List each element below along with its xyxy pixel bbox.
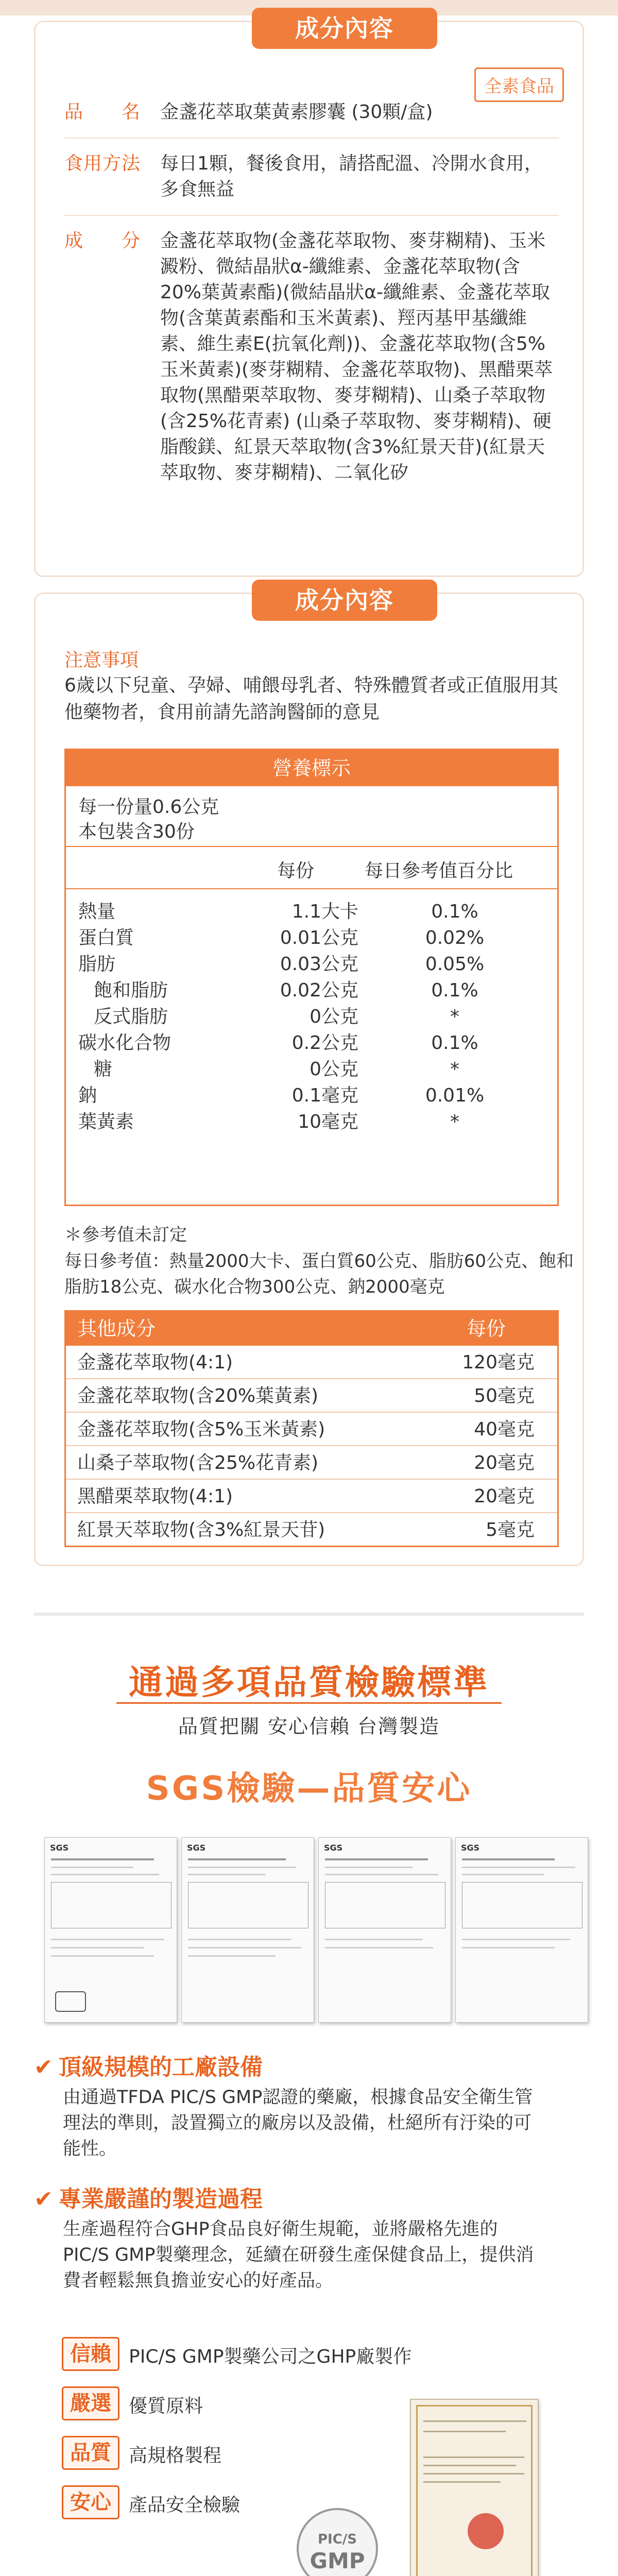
sgs-logo: SGS — [187, 1843, 206, 1853]
gmp-seal-top: PIC/S — [317, 2532, 357, 2547]
nutrient-name: 反式脂肪 — [94, 1006, 168, 1027]
ingredient-amount: 5毫克 — [486, 1519, 535, 1540]
section-title-process — [34, 2180, 263, 2213]
nutrition-row — [66, 1004, 557, 1030]
spec-row-name — [64, 99, 559, 125]
nutrient-dv: * — [450, 1111, 459, 1132]
check-icon: ✔ — [34, 2186, 53, 2212]
nutrient-dv: 0.02% — [425, 927, 485, 948]
ingredient-name: 金盞花萃取物(含5%玉米黃素) — [77, 1419, 325, 1440]
text-line — [462, 1947, 555, 1948]
spec-label: 成 分 — [64, 230, 141, 251]
sgs-report-image — [318, 1837, 451, 2023]
report-table — [462, 1882, 582, 1928]
ingredient-name: 金盞花萃取物(4:1) — [77, 1352, 233, 1373]
text-line — [325, 1874, 438, 1875]
text-line — [462, 1939, 570, 1940]
quality-headline: 通過多項品質檢驗標準 — [129, 1663, 489, 1702]
feature-badge: 品質 — [62, 2436, 119, 2470]
feature-badge: 信賴 — [62, 2337, 119, 2371]
nutrient-dv: 0.05% — [425, 954, 485, 975]
nutrient-name: 鈉 — [78, 1085, 97, 1106]
nutrient-dv: 0.01% — [425, 1085, 485, 1106]
nutrient-dv: * — [450, 1059, 459, 1080]
nutrient-dv: 0.1% — [431, 1032, 478, 1054]
section-title-text: 專業嚴謹的製造過程 — [59, 2186, 263, 2212]
section-separator — [34, 1613, 584, 1616]
gmp-seal-icon — [297, 2508, 378, 2576]
spec-row-usage — [64, 151, 559, 202]
column-header-dv: 每日參考值百分比 — [365, 860, 513, 882]
ingredient-name: 山桑子萃取物(含25%花青素) — [77, 1452, 319, 1473]
nutrition-row — [66, 977, 557, 1004]
card-tab-title: 成分內容 — [252, 8, 437, 49]
nutrition-facts-table — [64, 749, 559, 1206]
section-title-text: 頂級規模的工廠設備 — [59, 2054, 263, 2080]
nutrient-name: 蛋白質 — [78, 927, 134, 948]
text-line — [188, 1867, 296, 1868]
text-line — [188, 1955, 276, 1957]
nutrition-title: 營養標示 — [66, 750, 557, 786]
ingredient-name: 黑醋栗萃取物(4:1) — [77, 1486, 233, 1507]
footnote-daily-reference: 每日參考值：熱量2000大卡、蛋白質60公克、脂肪60公克、飽和脂肪18公克、碳水化合物300公克、鈉2000毫克 — [64, 1251, 574, 1297]
nutrient-name: 葉黃素 — [78, 1111, 134, 1132]
text-line — [51, 1947, 144, 1948]
nutrition-row — [66, 899, 557, 925]
sgs-logo: SGS — [50, 1843, 69, 1853]
report-table — [51, 1882, 171, 1928]
nutrition-row — [66, 925, 557, 951]
spec-label: 食用方法 — [64, 153, 141, 174]
nutrient-amount: 0公克 — [310, 1059, 358, 1080]
nutrition-row — [66, 1056, 557, 1082]
text-line — [51, 1939, 164, 1940]
gmp-certificate-image — [410, 2399, 539, 2576]
text-line — [462, 1867, 575, 1868]
product-spec-card — [34, 14, 584, 577]
ingredient-name: 金盞花萃取物(含20%葉黃素) — [77, 1385, 319, 1406]
text-line — [51, 1867, 133, 1868]
nutrient-amount: 0.2公克 — [291, 1032, 358, 1054]
check-icon: ✔ — [34, 2054, 53, 2080]
feature-badge: 安心 — [62, 2485, 119, 2519]
other-ingredients-header — [66, 1312, 557, 1346]
nutrition-row — [66, 951, 557, 977]
serving-size: 每一份量0.6公克 — [78, 796, 219, 818]
text-line — [188, 1947, 301, 1948]
feature-text: 優質原料 — [129, 2396, 203, 2417]
section-title-facility — [34, 2048, 263, 2081]
sgs-title: SGS檢驗—品質安心 — [146, 1770, 472, 1808]
nutrition-row — [66, 1082, 557, 1109]
column-header-name: 其他成分 — [77, 1317, 156, 1340]
headline-underline — [116, 1702, 502, 1704]
report-table — [188, 1882, 308, 1928]
text-line — [325, 1939, 423, 1940]
sgs-logo: SGS — [461, 1843, 480, 1853]
nutrition-card — [34, 586, 584, 1566]
spec-value: 金盞花萃取葉黃素膠囊 (30顆/盒) — [160, 101, 433, 123]
feature-text: PIC/S GMP製藥公司之GHP廠製作 — [129, 2346, 412, 2367]
nutrient-dv: 0.1% — [431, 901, 478, 922]
ingredient-row — [66, 1379, 557, 1413]
text-line — [51, 1874, 159, 1875]
ingredient-amount: 20毫克 — [474, 1452, 535, 1473]
text-line — [462, 1874, 544, 1875]
card-tab-title: 成分內容 — [252, 580, 437, 621]
text-line — [423, 2420, 526, 2422]
text-line — [51, 1858, 154, 1860]
nutrient-dv: 0.1% — [431, 980, 478, 1001]
nutrient-dv: * — [450, 1006, 459, 1027]
gmp-seal-bottom: GMP — [310, 2548, 365, 2573]
divider — [66, 888, 557, 889]
divider — [66, 846, 557, 847]
text-line — [188, 1939, 291, 1940]
nutrient-name: 脂肪 — [78, 954, 116, 975]
nutrient-amount: 1.1大卡 — [291, 901, 358, 922]
spec-value: 金盞花萃取物(金盞花萃取物、麥芽糊精)、玉米澱粉、微結晶狀α-纖維素、金盞花萃取物(含20%葉黃素酯)(微結晶狀α-纖維素、金盞花萃取物(含葉黃素酯和玉米黃素)、羥丙基甲基纖維素、維生素E(抗氧化劑))、金盞花萃取物(含5%玉米黃素)(麥芽糊精、金盞花萃取物)、黑醋栗萃取物(黑醋栗萃取物、麥芽糊精)、山桑子萃取物(含25%花青素) (山桑子萃取物、麥芽糊精)、硬脂酸鎂、紅景天萃取物(含3%紅景天苷)(紅景天萃取物、麥芽糊精)、二氧化矽 — [160, 230, 553, 483]
report-table — [325, 1882, 445, 1928]
ingredient-row — [66, 1446, 557, 1480]
text-line — [188, 1874, 265, 1875]
spec-value: 每日1顆，餐後食用，請搭配溫、冷開水食用，多食無益 — [160, 153, 543, 200]
red-seal — [468, 2513, 504, 2549]
ingredient-row — [66, 1346, 557, 1379]
sgs-report-image — [44, 1837, 177, 2023]
nutrition-row — [66, 1109, 557, 1135]
spec-label: 品 名 — [64, 101, 141, 123]
servings-per-pack: 本包裝含30份 — [78, 821, 195, 842]
stamp-mark — [55, 1991, 86, 2012]
nutrient-amount: 0.03公克 — [280, 954, 358, 975]
nutrient-amount: 10毫克 — [298, 1111, 358, 1132]
section-text-facility: 由通過TFDA PIC/S GMP認證的藥廠，根據食品安全衛生管理法的準則，設置獨立的廠房以及設備，杜絕所有汙染的可能性。 — [63, 2087, 533, 2159]
feature-text: 產品安全檢驗 — [129, 2495, 241, 2516]
footnote-not-set: ＊參考值未訂定 — [64, 1225, 187, 1245]
sgs-report-image — [455, 1837, 588, 2023]
divider — [64, 138, 559, 139]
nutrient-amount: 0.01公克 — [280, 927, 358, 948]
section-text-process: 生產過程符合GHP食品良好衛生規範，並將嚴格先進的PIC/S GMP製藥理念，延續在研發生產保健食品上，提供消費者輕鬆無負擔並安心的好產品。 — [63, 2219, 534, 2291]
nutrient-name: 碳水化合物 — [78, 1032, 171, 1054]
text-line — [423, 2481, 501, 2483]
sgs-report-image — [181, 1837, 314, 2023]
text-line — [51, 1955, 154, 1957]
column-header-amount: 每份 — [277, 860, 315, 882]
column-header-amount: 每份 — [466, 1317, 506, 1340]
ingredient-amount: 20毫克 — [474, 1486, 535, 1507]
ingredient-amount: 40毫克 — [474, 1419, 535, 1440]
feature-badge: 嚴選 — [62, 2386, 119, 2420]
nutrient-name: 飽和脂肪 — [94, 980, 168, 1001]
nutrition-row — [66, 1030, 557, 1056]
spec-row-ingredients — [64, 228, 559, 537]
quality-subhead: 品質把關 安心信賴 台灣製造 — [178, 1715, 440, 1738]
notice-text: 6歲以下兒童、孕婦、哺餵母乳者、特殊體質者或正值服用其他藥物者，食用前請先諮詢醫師的意見 — [64, 675, 558, 723]
sgs-logo: SGS — [324, 1843, 343, 1853]
feature-text: 高規格製程 — [129, 2445, 222, 2466]
nutrient-amount: 0公克 — [310, 1006, 358, 1027]
ingredient-name: 紅景天萃取物(含3%紅景天苷) — [77, 1519, 325, 1540]
nutrient-amount: 0.1毫克 — [291, 1085, 358, 1106]
text-line — [325, 1867, 413, 1868]
ingredient-row — [66, 1413, 557, 1446]
text-line — [188, 1858, 286, 1860]
ingredient-row — [66, 1480, 557, 1513]
ingredient-row — [66, 1513, 557, 1547]
nutrient-amount: 0.02公克 — [280, 980, 358, 1001]
text-line — [325, 1858, 428, 1860]
ingredient-amount: 120毫克 — [462, 1352, 535, 1373]
divider — [64, 215, 559, 216]
notice-title: 注意事項 — [64, 650, 139, 671]
text-line — [423, 2473, 524, 2475]
vegan-badge: 全素食品 — [474, 67, 564, 102]
nutrient-name: 糖 — [94, 1059, 113, 1080]
ingredient-amount: 50毫克 — [474, 1385, 535, 1406]
text-line — [423, 2465, 516, 2466]
other-ingredients-table — [64, 1310, 559, 1547]
text-line — [423, 2431, 506, 2432]
text-line — [325, 1947, 433, 1948]
text-line — [423, 2456, 524, 2458]
text-line — [462, 1858, 555, 1860]
nutrient-name: 熱量 — [78, 901, 116, 922]
